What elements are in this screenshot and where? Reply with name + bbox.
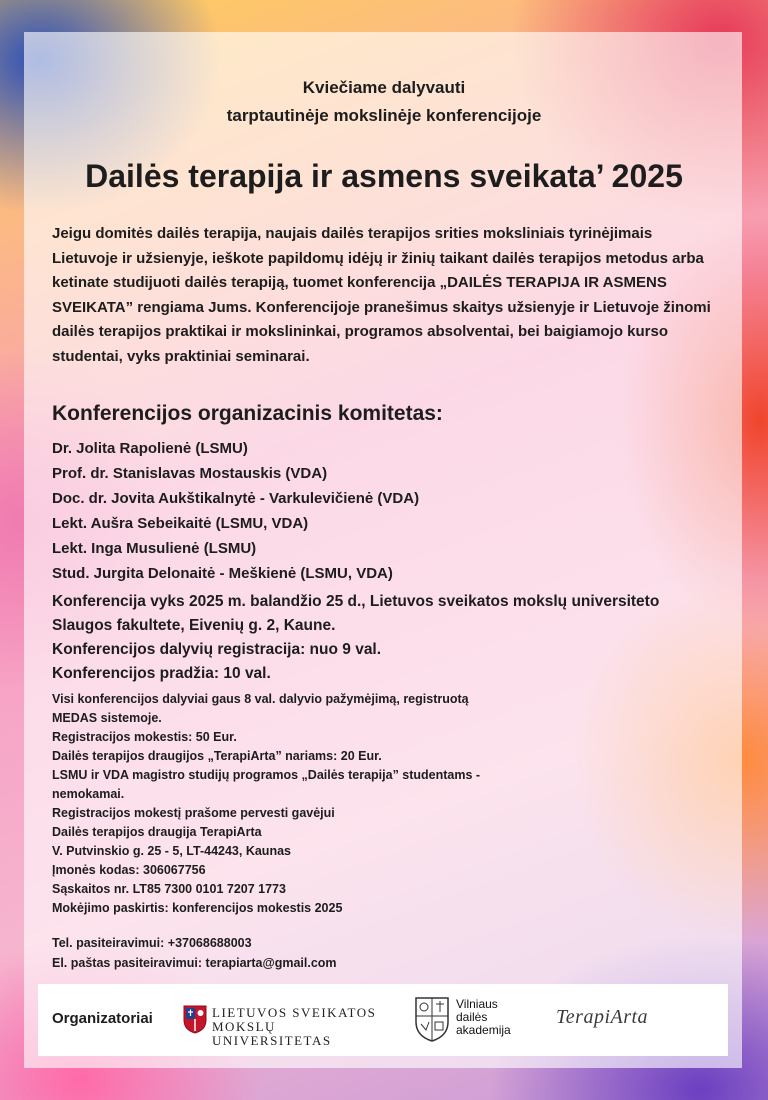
detail-line: Registracijos mokestį prašome pervesti gavėjui bbox=[52, 806, 335, 820]
detail-line: Mokėjimo paskirtis: konferencijos mokestis 2025 bbox=[52, 901, 343, 915]
detail-line: Sąskaitos nr. LT85 7300 0101 7207 1773 bbox=[52, 882, 286, 896]
organizers-label: Organizatoriai bbox=[52, 1010, 153, 1027]
vda-name-line-2: dailės bbox=[456, 1010, 488, 1024]
venue-info bbox=[52, 590, 692, 686]
committee-heading: Konferencijos organizacinis komitetas: bbox=[52, 402, 443, 425]
lsmu-name-line-1: LIETUVOS SVEIKATOS bbox=[212, 1005, 377, 1020]
contact-phone: Tel. pasiteiravimui: +37068688003 bbox=[52, 936, 252, 950]
organizers-footer bbox=[38, 984, 728, 1056]
lsmu-name-line-2: MOKSLŲ UNIVERSITETAS bbox=[212, 1019, 332, 1048]
detail-line: Dailės terapijos draugija TerapiArta bbox=[52, 825, 262, 839]
intro-line-2: tarptautinėje mokslinėje konferencijoje bbox=[226, 106, 542, 125]
detail-line: Visi konferencijos dalyviai gaus 8 val. dalyvio pažymėjimą, registruotą bbox=[52, 692, 469, 706]
vda-logo bbox=[414, 996, 524, 1044]
vda-name-line-3: akademija bbox=[456, 1023, 511, 1037]
committee-member: Lekt. Inga Musulienė (LSMU) bbox=[52, 540, 257, 557]
intro-line-1: Kviečiame dalyvauti bbox=[302, 78, 466, 97]
page-title: Dailės terapija ir asmens sveikata’ 2025 bbox=[85, 158, 683, 194]
committee-list bbox=[52, 436, 419, 586]
registration-time: Konferencijos dalyvių registracija: nuo 9 val. bbox=[52, 641, 382, 658]
venue-location: Konferencija vyks 2025 m. balandžio 25 d., Lietuvos sveikatos mokslų universiteto Slaugos fakultete, Eivenių g. 2, Kaune. bbox=[52, 593, 660, 634]
detail-line: Registracijos mokestis: 50 Eur. bbox=[52, 730, 237, 744]
start-time: Konferencijos pradžia: 10 val. bbox=[52, 665, 271, 682]
lsmu-crest-icon bbox=[182, 1004, 208, 1034]
terapiarta-logo: TerapiArta bbox=[556, 1006, 649, 1028]
committee-member: Stud. Jurgita Delonaitė - Meškienė (LSMU, VDA) bbox=[52, 565, 393, 582]
detail-line: Dailės terapijos draugijos „TerapiArta” nariams: 20 Eur. bbox=[52, 749, 382, 763]
contact-email: El. paštas pasiteiravimui: terapiarta@gmail.com bbox=[52, 955, 337, 970]
committee-member: Dr. Jolita Rapolienė (LSMU) bbox=[52, 440, 248, 457]
detail-line: nemokamai. bbox=[52, 787, 125, 801]
committee-member: Doc. dr. Jovita Aukštikalnytė - Varkulevičienė (VDA) bbox=[52, 490, 420, 507]
vda-crest-icon bbox=[414, 996, 450, 1042]
contacts bbox=[52, 934, 337, 973]
details-list bbox=[52, 690, 480, 918]
detail-line: MEDAS sistemoje. bbox=[52, 711, 162, 725]
committee-member: Lekt. Aušra Sebeikaitė (LSMU, VDA) bbox=[52, 515, 309, 532]
committee-member: Prof. dr. Stanislavas Mostauskis (VDA) bbox=[52, 465, 328, 482]
detail-line: LSMU ir VDA magistro studijų programos „Dailės terapija” studentams - bbox=[52, 768, 481, 782]
detail-line: V. Putvinskio g. 25 - 5, LT-44243, Kaunas bbox=[52, 844, 291, 858]
intro-paragraph: Jeigu domitės dailės terapija, naujais dailės terapijos srities moksliniais tyrinėjimais Lietuvoje ir užsienyje, ieškote papildomų idėjų ir žinių taikant dailės terapijos metodus arba ketinate studijuoti dailės terapiją, tuomet konferencija „DAILĖS TERAPIJA IR ASMENS SVEIKATA” rengiama Jums. Konferencijoje pranešimus skaitys užsienyje ir Lietuvoje žinomi dailės terapijos praktikai ir mokslininkai, programos absolventai, bei baigiamojo kurso studentai, vyks praktiniai seminarai. bbox=[52, 225, 711, 365]
vda-name-line-1: Vilniaus bbox=[456, 997, 498, 1011]
lsmu-logo bbox=[182, 1004, 382, 1048]
detail-line: Įmonės kodas: 306067756 bbox=[52, 863, 206, 877]
